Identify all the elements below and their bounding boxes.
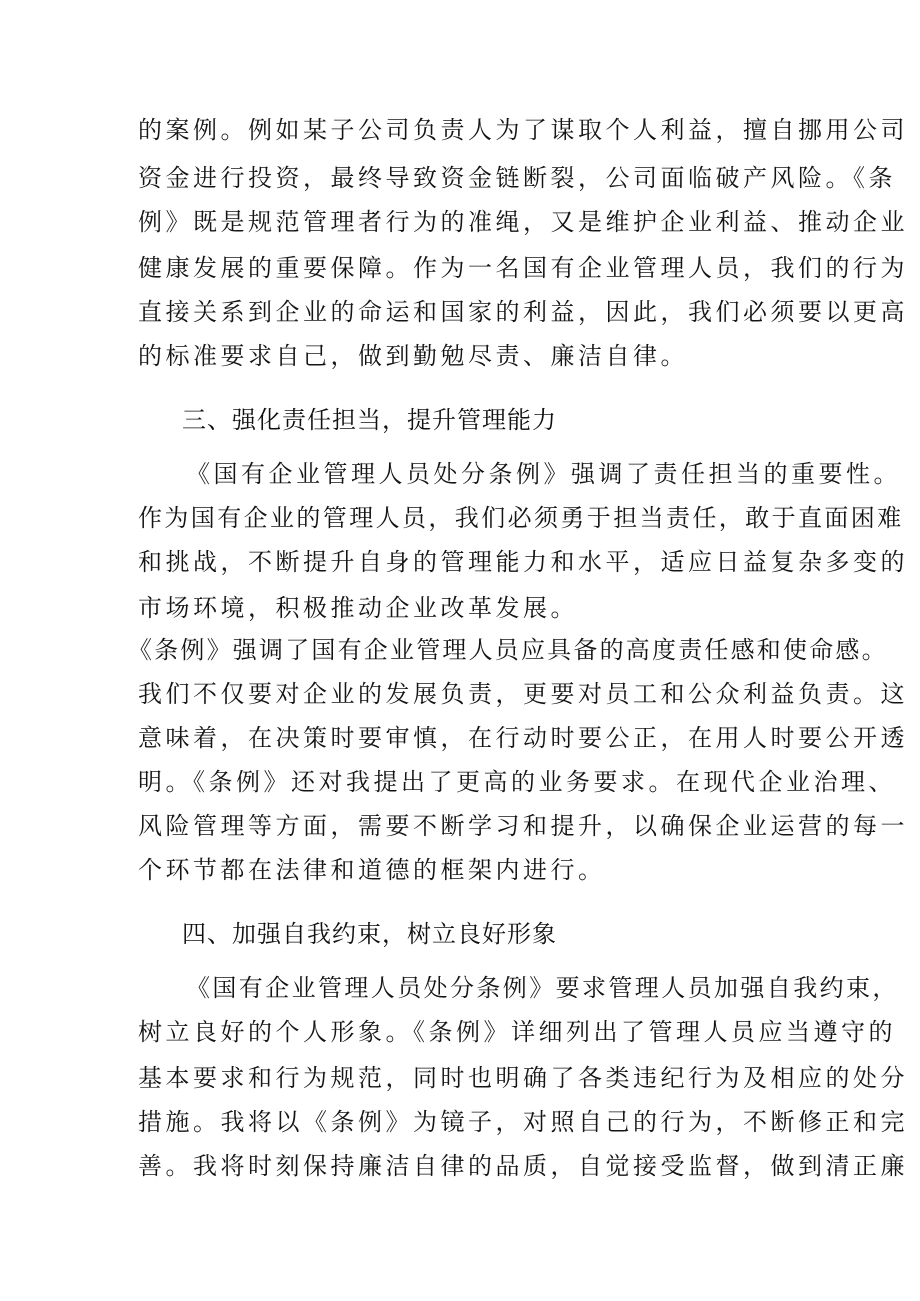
text-line: 《国有企业管理人员处分条例》强调了责任担当的重要性。	[186, 460, 901, 488]
text-line: 我们不仅要对企业的发展负责，更要对员工和公众利益负责。这	[138, 680, 908, 708]
text-line: 明。《条例》还对我提出了更高的业务要求。在现代企业治理、	[138, 768, 896, 796]
section-heading-4: 四、加强自我约束，树立良好形象	[182, 920, 557, 948]
text-line: 树立良好的个人形象。《条例》详细列出了管理人员应当遵守的	[138, 1018, 896, 1046]
text-line: 作为国有企业的管理人员，我们必须勇于担当责任，敢于直面困难	[138, 504, 904, 532]
text-line: 直接关系到企业的命运和国家的利益，因此，我们必须要以更高	[138, 298, 908, 326]
text-line: 资金进行投资，最终导致资金链断裂，公司面临破产风险。《条	[138, 164, 896, 192]
section-heading-3: 三、强化责任担当，提升管理能力	[182, 406, 557, 434]
text-line: 《国有企业管理人员处分条例》要求管理人员加强自我约束，	[186, 974, 899, 1002]
text-line: 市场环境，积极推动企业改革发展。	[138, 594, 578, 622]
text-line: 基本要求和行为规范，同时也明确了各类违纪行为及相应的处分	[138, 1064, 908, 1092]
text-line: 例》既是规范管理者行为的准绳，又是维护企业利益、推动企业	[138, 208, 908, 236]
text-line: 的案例。例如某子公司负责人为了谋取个人利益，擅自挪用公司	[138, 116, 908, 144]
text-line: 风险管理等方面，需要不断学习和提升，以确保企业运营的每一	[138, 812, 908, 840]
text-line: 个环节都在法律和道德的框架内进行。	[138, 856, 606, 884]
text-line: 意味着，在决策时要审慎，在行动时要公正，在用人时要公开透	[138, 724, 908, 752]
text-line: 和挑战，不断提升自身的管理能力和水平，适应日益复杂多变的	[138, 548, 908, 576]
text-line: 《条例》强调了国有企业管理人员应具备的高度责任感和使命感。	[128, 636, 888, 664]
text-line: 健康发展的重要保障。作为一名国有企业管理人员，我们的行为	[138, 254, 908, 282]
text-line: 善。我将时刻保持廉洁自律的品质，自觉接受监督，做到清正廉	[138, 1152, 908, 1180]
text-line: 措施。我将以《条例》为镜子，对照自己的行为，不断修正和完	[138, 1108, 908, 1136]
text-line: 的标准要求自己，做到勤勉尽责、廉洁自律。	[138, 342, 688, 370]
